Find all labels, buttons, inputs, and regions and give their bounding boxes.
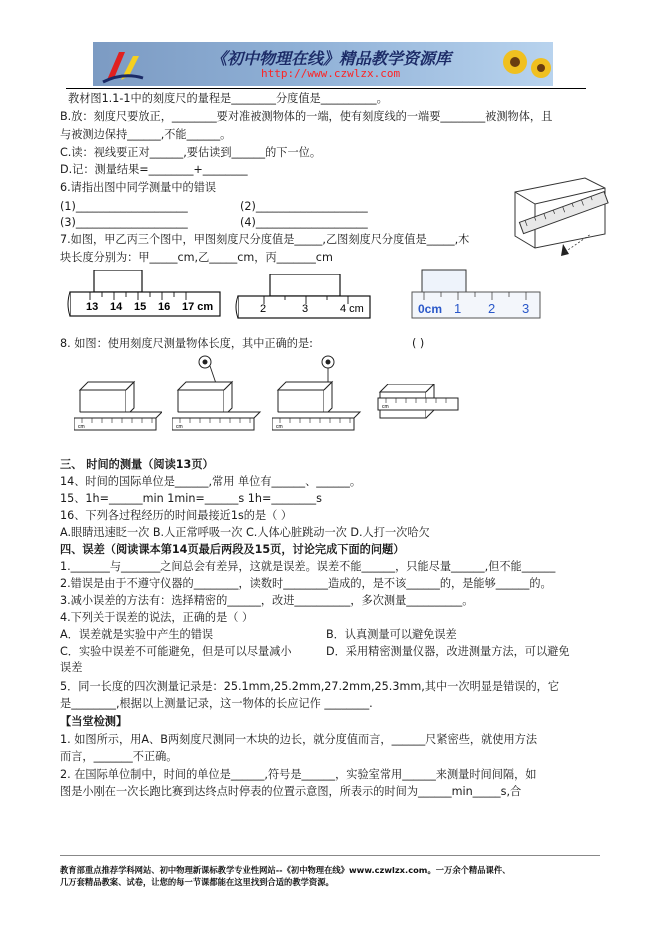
text-line: D.记：测量结果=________+________ — [60, 163, 248, 176]
text-line: 块长度分别为：甲_____cm,乙_____cm，丙_______cm — [60, 251, 333, 264]
section-heading: 四、误差（阅读课本第14页最后两段及15页，讨论完成下面的问题） — [60, 543, 405, 556]
answer-blank: (2)____________________ — [240, 200, 368, 213]
answer-bracket: ( ) — [412, 337, 425, 350]
header-rule — [66, 88, 586, 89]
text-line: B．认真测量可以避免误差 — [326, 628, 457, 641]
text-line: 是________,根据以上测量记录，这一物体的长应记作 ________. — [60, 697, 373, 710]
text-line: 1. 如图所示，用A、B两刻度尺测同一木块的边长，就分度值而言，______尺紧密些，就使用方法 — [60, 733, 538, 746]
ruler-c-tick: 0cm — [418, 302, 443, 316]
measure-option-figure — [374, 384, 462, 442]
measure-option-figure — [272, 352, 364, 444]
ruler-a-tick: 15 — [134, 301, 147, 313]
banner-url: http://www.czwlzx.com — [261, 67, 401, 80]
text-line: B.放：刻度尺要放正，________要对准被测物体的一端，使有刻度线的一端要________被测物体，且 — [60, 110, 553, 123]
ruler-label: cm — [78, 424, 85, 430]
text-line: 3.减小误差的方法有：选择精密的______，改进__________，多次测量__________。 — [60, 594, 474, 607]
ruler-c-tick: 1 — [454, 301, 462, 316]
ruler-label: cm — [176, 424, 183, 430]
text-line: 而言，_______不正确。 — [60, 750, 178, 763]
answer-blank: (3)____________________ — [60, 216, 188, 229]
section-heading: 【当堂检测】 — [60, 715, 128, 728]
ruler-figure-a — [66, 270, 222, 322]
text-line: 16、下列各过程经历的时间最接近1s的是（ ） — [60, 509, 293, 522]
footer-text: 几万套精品教案、试卷，让您的每一节课都能在这里找到合适的教学资源。 — [60, 877, 334, 887]
footer-rule — [60, 855, 600, 856]
ruler-a-tick: 16 — [158, 301, 171, 313]
text-line: D．采用精密测量仪器，改进测量方法，可以避免 — [326, 645, 570, 658]
ruler-a-tick: 17 cm — [182, 301, 214, 313]
measure-option-figure — [74, 356, 162, 444]
ruler-label: cm — [382, 404, 389, 410]
text-line: 6.请指出图中同学测量中的错误 — [60, 181, 217, 194]
header-banner — [93, 42, 553, 86]
sunflower-icon — [493, 42, 553, 86]
text-line: A.眼睛迅速眨一次 B.人正常呼吸一次 C.人体心脏跳动一次 D.人打一次哈欠 — [60, 526, 430, 539]
answer-blank: (4)____________________ — [240, 216, 368, 229]
text-line: 7.如图，甲乙丙三个图中，甲图刻度尺分度值是_____,乙图刻度尺分度值是_____,木 — [60, 233, 470, 246]
ruler-a-tick: 13 — [86, 301, 99, 313]
measure-option-figure — [172, 350, 262, 444]
ruler-label: cm — [276, 424, 283, 430]
student-measuring-figure — [505, 174, 613, 264]
text-line: A．误差就是实验中产生的错误 — [60, 628, 214, 641]
text-line: 1._______与_______之间总会有差异，这就是误差。误差不能______，只能尽量______,但不能______ — [60, 560, 556, 573]
ruler-figure-b — [230, 274, 374, 324]
ruler-figure-c — [408, 266, 542, 322]
text-line: 2. 在国际单位制中，时间的单位是______,符号是______，实验室常用______来测量时间间隔，如 — [60, 768, 537, 781]
text-line: 4.下列关于误差的说法，正确的是（ ） — [60, 611, 254, 624]
text-line: 教材图1.1-1中的刻度尺的量程是________分度值是__________。 — [68, 92, 388, 105]
footer-text: 教育部重点推荐学科网站、初中物理新课标教学专业性网站--《初中物理在线》www.czwlzx.com。一万余个精品课件、 — [60, 865, 511, 875]
ruler-a-tick: 14 — [110, 301, 123, 313]
ruler-c-tick: 2 — [488, 301, 496, 316]
answer-blank: (1)____________________ — [60, 200, 188, 213]
ruler-b-tick: 3 — [302, 303, 309, 315]
ruler-c-tick: 3 — [522, 301, 530, 316]
ruler-b-tick: 2 — [260, 303, 267, 315]
section-heading: 三、 时间的测量（阅读13页） — [60, 458, 214, 471]
text-line: 5．同一长度的四次测量记录是：25.1mm,25.2mm,27.2mm,25.3mm,其中一次明显是错误的，它 — [60, 680, 560, 693]
ruler-b-tick: 4 cm — [340, 303, 364, 315]
logo-icon — [101, 46, 145, 84]
text-line: 误差 — [60, 661, 83, 674]
text-line: 2.错误是由于不遵守仪器的________，读数时________造成的，是不该______的，是能够______的。 — [60, 577, 552, 590]
banner-title: 《初中物理在线》精品教学资源库 — [211, 49, 452, 68]
text-line: 15、1h=______min 1min=______s 1h=________s — [60, 492, 322, 505]
text-line: C.读：视线要正对______,要估读到______的下一位。 — [60, 146, 322, 159]
text-line: 图是小刚在一次长跑比赛到达终点时停表的位置示意图，所表示的时间为______min_____s,合 — [60, 785, 522, 798]
text-line: C．实验中误差不可能避免，但是可以尽量减小 — [60, 645, 292, 658]
text-line: 8. 如图：使用刻度尺测量物体长度，其中正确的是: — [60, 337, 313, 350]
text-line: 14、时间的国际单位是______,常用 单位有______、______。 — [60, 475, 362, 488]
text-line: 与被测边保持______,不能______。 — [60, 128, 232, 141]
